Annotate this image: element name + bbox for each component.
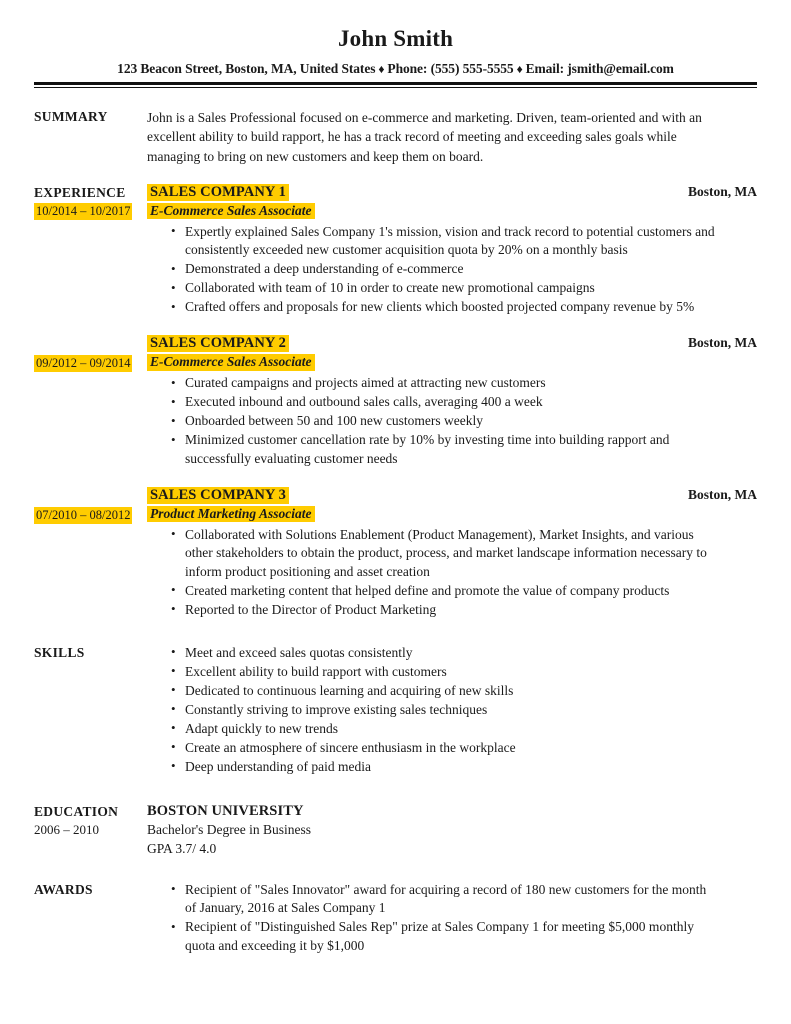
job-bullet-list [147,223,757,317]
job-entry [147,184,757,318]
job-title: E-Commerce Sales Associate [147,203,315,219]
job-bullet: • Demonstrated a deep understanding of e-commerce [171,260,757,278]
skill-item: • Deep understanding of paid media [171,758,757,776]
job-bullet-list [147,374,757,468]
job-location: Boston, MA [687,335,757,351]
section-label-skills: SKILLS [34,644,85,660]
skill-item: • Dedicated to continuous learning and acquiring of new skills [171,682,757,700]
job-dates: 09/2012 – 09/2014 [36,356,131,371]
job-location: Boston, MA [687,486,757,502]
experience-section [34,184,757,318]
section-label-experience: EXPERIENCE [34,184,126,200]
job-bullet: • Expertly explained Sales Company 1's mission, vision and track record to potential customers and consistently exceeded new customer acquisition quota by 20% on a monthly basis [171,223,757,260]
award-item: • Recipient of "Sales Innovator" award for acquiring a record of 180 new customers for the month of January, 2016 at Sales Company 1 [171,881,757,918]
job-title: E-Commerce Sales Associate [147,354,315,370]
degree-text: Bachelor's Degree in Business [147,822,312,838]
section-label-summary: SUMMARY [34,109,108,125]
job-dates: 07/2010 – 08/2012 [36,507,131,522]
experience-entry-3 [34,487,757,620]
awards-section [34,881,757,956]
job-label-column [34,487,147,524]
company-name: SALES COMPANY 3 [147,487,289,504]
job-bullet: • Collaborated with team of 10 in order to create new promotional campaigns [171,279,757,297]
job-bullet: • Reported to the Director of Product Marketing [171,601,757,619]
job-bullet: • Created marketing content that helped define and promote the value of company products [171,582,757,600]
awards-label-column [34,881,147,898]
skill-item: • Adapt quickly to new trends [171,720,757,738]
section-label-education: EDUCATION [34,803,119,819]
awards-bullet-list [147,881,757,955]
skills-section [34,644,757,777]
contact-email: Email: jsmith@email.com [525,61,674,77]
summary-text: John is a Sales Professional focused on e-commerce and marketing. Driven, team-oriented and with an excellent ability to build rapport, he has a track record of meeting and exceeding sales goals while managing to bring on new customers and keep them on board. [147,110,702,164]
job-bullet: • Minimized customer cancellation rate by 10% by investing time into building rapport and successfully evaluating customer needs [171,431,757,468]
job-entry [147,487,757,620]
company-name: SALES COMPANY 1 [147,184,289,201]
award-item: • Recipient of "Distinguished Sales Rep" prize at Sales Company 1 for meeting $5,000 monthly quota and exceeding it by $1,000 [171,918,757,955]
gpa-text: GPA 3.7/ 4.0 [147,841,217,857]
company-name: SALES COMPANY 2 [147,335,289,352]
skills-label-column [34,644,147,661]
education-section [34,803,757,859]
skill-item: • Constantly striving to improve existing sales techniques [171,701,757,719]
education-label-column [34,803,147,838]
candidate-name: John Smith [337,26,454,51]
job-entry [147,335,757,469]
job-bullet: • Crafted offers and proposals for new clients which boosted projected company revenue by 5% [171,298,757,316]
job-header [147,184,757,201]
school-name: BOSTON UNIVERSITY [147,802,304,819]
summary-section [34,108,757,165]
job-bullet-list [147,526,757,619]
skill-item: • Excellent ability to build rapport with customers [171,663,757,681]
header-divider [34,82,757,88]
job-location: Boston, MA [687,183,757,199]
job-bullet: • Curated campaigns and projects aimed at attracting new customers [171,374,757,392]
contact-address: 123 Beacon Street, Boston, MA, United States [117,61,376,77]
skills-bullet-list [147,644,757,776]
resume-header [34,26,757,88]
job-bullet: • Onboarded between 50 and 100 new customers weekly [171,412,757,430]
job-label-column [34,335,147,372]
job-bullet: • Executed inbound and outbound sales calls, averaging 400 a week [171,393,757,411]
skill-item: • Create an atmosphere of sincere enthusiasm in the workplace [171,739,757,757]
education-dates: 2006 – 2010 [34,821,99,837]
experience-label-column [34,184,147,220]
diamond-separator-icon: ♦ [516,62,523,77]
section-label-awards: AWARDS [34,881,93,897]
education-body [147,803,757,859]
job-header [147,335,757,352]
job-title: Product Marketing Associate [147,506,315,522]
job-bullet: • Collaborated with Solutions Enablement (Product Management), Market Insights, and various other stakeholders to obtain the product, process, and market landscape information necessary to inform product positioning and asset creation [171,526,757,581]
job-dates: 10/2014 – 10/2017 [36,203,131,218]
contact-phone: Phone: (555) 555-5555 [387,61,514,77]
skill-item: • Meet and exceed sales quotas consistently [171,644,757,662]
skills-body [147,644,757,777]
summary-label-column [34,108,147,125]
summary-body [147,108,757,165]
awards-body [147,881,757,956]
contact-line [34,61,757,77]
experience-entry-2 [34,335,757,469]
job-header [147,487,757,504]
diamond-separator-icon: ♦ [378,62,385,77]
